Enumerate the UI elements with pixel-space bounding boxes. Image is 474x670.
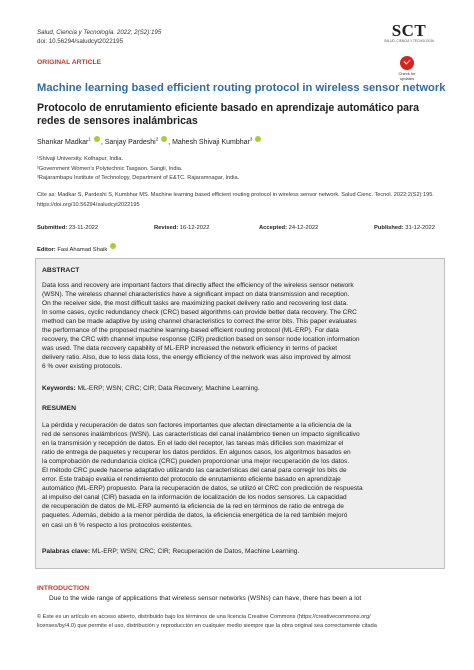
article-type: ORIGINAL ARTICLE [37,59,102,66]
keywords-text: ML-ERP; WSN; CRC; CIR; Data Recovery; Machine Learning. [77,385,260,392]
resumen-keywords [42,548,299,555]
crossmark-icon [400,56,414,70]
license-footer [37,613,447,631]
article-dates [37,225,443,235]
doi-line[interactable]: doi: 10.56294/saludcyt2022195 [37,38,124,45]
published-date: 31-12-2022 [405,225,435,231]
abstract-line: On the receiver side, the most difficult tasks are maximizing packet delivery ratio and recovering lost data. [42,300,348,308]
abstract-line: Data loss and recovery are important factors that directly affect the efficiency of the wireless sensor network [42,282,354,289]
author-name: Sanjay Pardeshi [104,139,156,146]
cite-as-label: Cite as: [37,192,56,198]
affiliations [37,155,239,184]
journal-meta [37,28,161,46]
author-affil-sup: 2 [155,136,159,142]
editor-line [37,243,117,253]
author-affil-sup: 3 [249,136,253,142]
introduction-heading: INTRODUCTION [37,585,90,592]
crossmark-badge[interactable] [395,56,419,81]
cite-as-text[interactable]: Madkar S, Pardeshi S, Kumbhar MS. Machine learning based efficient routing protocol in wireless sensor network. Salud Cienc. Tecnol. 2022;2(S2):195. https://doi.org/10.56294/saludcyt2022195 [37,192,434,208]
orcid-icon[interactable] [161,136,167,142]
resumen-line: La pérdida y recuperación de datos son factores importantes que afectan directamente a la eficiencia de la [42,422,352,429]
crossmark-label: Check for updates [398,71,416,81]
abstract-line: method can be made adaptive by using channel characteristics to correct the error bits. This paper evaluates [42,318,357,326]
orcid-icon[interactable] [255,136,261,142]
abstract-body [42,281,440,371]
submitted-date: 23-11-2022 [68,225,99,231]
keywords-label: Keywords: [42,385,76,392]
resumen-line: en casi un 6 % respecto a los protocolos existentes. [42,521,193,529]
palabras-clave-text: ML-ERP; WSN; CRC; CIR; Recuperación de Datos, Machine Learning. [91,548,300,555]
editor-name: Fasi Ahamad Shaik [57,247,108,253]
abstract-line: delivery ratio. Also, due to less data loss, the energy efficiency of the network was also improved by almost [42,354,351,362]
affiliation-item: ³Rajarambapu Institute of Technology, Department of E&TC. Rajaramnagar, India. [37,175,240,182]
abstract-box [35,258,445,569]
resumen-line: la comprobación de redundancia cíclica (CRC) pueden proporcionar una mejor recuperación de los datos. [42,458,350,466]
abstract-heading: ABSTRACT [42,267,80,274]
affiliation-item: ²Government Women's Polytechnic Tasgaon. Sangli, India. [37,165,183,172]
resumen-line: de recuperación de datos de ML-ERP aumentó la eficiencia de la red en términos de ratio de entrega de [42,503,344,511]
author-affil-sup: 1 [88,136,91,142]
revised-label: Revised: [154,225,179,231]
submitted-label: Submitted: [37,225,68,231]
resumen-body [42,421,440,530]
sct-logo-subtext: SALUD, CIENCIA Y TECNOLOGÍA [384,39,434,43]
accepted-date: 24-12-2022 [288,225,319,231]
license-line: licenses/by/4.0) que permite el uso, distribución y reproducción en cualquier medio siempre que la obra original sea correctamente citada [37,622,377,629]
resumen-heading: RESUMEN [42,405,76,412]
resumen-line: error. Este trabajo evalúa el rendimiento del protocolo de enrutamiento eficiente basado en aprendizaje [42,476,341,484]
abstract-line: 6 % over existing protocols. [42,363,123,371]
accepted-label: Accepted: [259,225,288,231]
resumen-line: automático (ML-ERP) propuesto. Para la recuperación de datos, se utilizó el CRC con predicción de respuesta [42,485,363,493]
abstract-line: was used. The data recovery capability of ML-ERP increased the network efficiency in terms of packet [42,345,338,353]
resumen-line: ratio de entrega de paquetes y recuperar los datos perdidos. En algunos casos, los algoritmos basados en [42,449,351,457]
author-separator: , [168,139,173,146]
resumen-line: paquetes. Además, debido a la menor pérdida de datos, la eficiencia energética de la red también mejoró [42,512,348,520]
abstract-line: In some cases, cyclic redundancy check (CRC) based algorithms can provide better data recovery. The CRC [42,309,357,317]
published-label: Published: [374,225,404,231]
resumen-line: red de sensores inalámbricos (WSN). Las características del canal inalámbrico tienen un impacto significativo [42,431,360,439]
sct-logo [380,22,438,43]
abstract-keywords [42,385,260,392]
author-list [37,136,262,146]
orcid-icon[interactable] [94,136,100,142]
author-separator: , [100,139,105,146]
introduction-first-line: Due to the wide range of applications that wireless sensor networks (WSNs) can have, there has been a lot [49,595,362,602]
author-name: Shankar Madkar [37,139,89,146]
journal-citation-line: Salud, Ciencia y Tecnología. 2022; 2(S2):195 [37,29,162,36]
title-spanish: Protocolo de enrutamiento eficiente basado en aprendizaje automático para redes de sensores inalámbricas [37,102,420,127]
abstract-line: the performance of the proposed machine learning-based efficient routing protocol (ML-ERP). For data [42,327,339,335]
abstract-line: recovery, the CRC with channel impulse response (CIR) prediction based on sensor node location information [42,336,360,344]
revised-date: 16-12-2022 [179,225,210,231]
title-english: Machine learning based efficient routing protocol in wireless sensor network [37,82,446,94]
abstract-line: (WSN). The wireless channel characteristics have a significant impact on data transmission and reception. [42,291,350,299]
resumen-line: al impulso del canal (CIR) basada en la información de localización de los nodos sensores. La capacidad [42,494,347,502]
affiliation-item: ¹Shivaji University. Kolhapur, India. [37,156,124,162]
resumen-line: El método CRC puede hacerse adaptativo utilizando las características del canal para corregir los bits de [42,467,347,475]
author-name: Mahesh Shivaji Kumbhar [172,139,250,146]
editor-label: Editor: [37,247,56,253]
orcid-icon[interactable] [110,243,116,249]
cite-as [37,191,447,210]
palabras-clave-label: Palabras clave: [42,548,91,555]
resumen-line: en la transmisión y recepción de datos. En el lado del receptor, las tareas más difíciles son maximizar el [42,440,344,448]
sct-logo-text: SCT [391,21,427,40]
license-line[interactable]: © Este es un artículo en acceso abierto, distribuido bajo los términos de una licencia Creative Commons (https://creativecommons.org/ [37,614,371,620]
